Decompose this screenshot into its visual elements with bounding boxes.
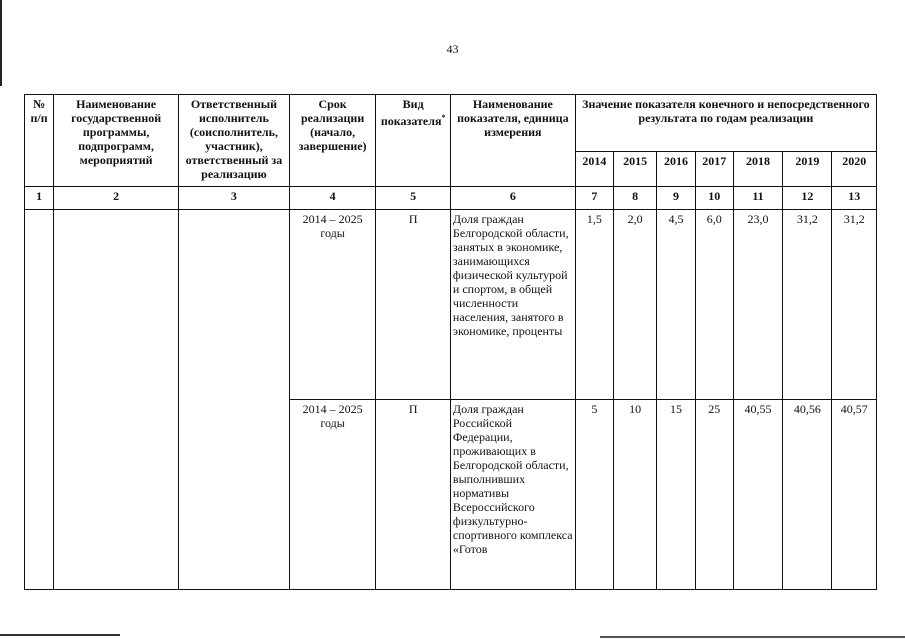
cell-value: 10 [614, 400, 657, 590]
column-number: 10 [695, 187, 733, 210]
cell-value: 5 [575, 400, 613, 590]
column-number: 9 [657, 187, 695, 210]
year-cell: 2018 [733, 152, 782, 187]
column-number: 12 [783, 187, 832, 210]
cell-value: 40,55 [733, 400, 782, 590]
year-cell: 2014 [575, 152, 613, 187]
column-number: 4 [289, 187, 376, 210]
header-executor: Ответственный исполнитель (соисполнитель, участник), ответственный за реализацию [179, 95, 290, 187]
year-cell: 2017 [695, 152, 733, 187]
column-number: 8 [614, 187, 657, 210]
cell-value: 25 [695, 400, 733, 590]
year-cell: 2020 [832, 152, 877, 187]
column-number: 6 [450, 187, 575, 210]
page-number: 43 [446, 42, 459, 56]
column-numbers-row [25, 187, 877, 210]
cell-value: 4,5 [657, 210, 695, 400]
header-row [25, 95, 877, 152]
scan-edge-bottom [0, 634, 120, 636]
cell-value: 31,2 [832, 210, 877, 400]
column-number: 7 [575, 187, 613, 210]
scan-edge-bottom-right [600, 636, 905, 638]
header-kind-footnote-mark: * [441, 113, 446, 122]
cell-program-empty [54, 210, 179, 590]
year-cell: 2019 [783, 152, 832, 187]
column-number: 2 [54, 187, 179, 210]
cell-kind: П [376, 210, 451, 400]
header-values-group: Значение показателя конечного и непосредственного результата по годам реализации [575, 95, 876, 152]
column-number: 11 [733, 187, 782, 210]
header-term: Срок реализации (начало, завершение) [289, 95, 376, 187]
header-kind-label: Вид показателя [380, 97, 442, 128]
header-indicator: Наименование показателя, единица измерения [450, 95, 575, 187]
cell-value: 40,56 [783, 400, 832, 590]
cell-term: 2014 – 2025 годы [289, 210, 376, 400]
header-number: № п/п [25, 95, 54, 187]
column-number: 1 [25, 187, 54, 210]
cell-value: 6,0 [695, 210, 733, 400]
header-program: Наименование государственной программы, подпрограмм, мероприятий [54, 95, 179, 187]
cell-term: 2014 – 2025 годы [289, 400, 376, 590]
table-row [25, 210, 877, 400]
cell-value: 2,0 [614, 210, 657, 400]
column-number: 13 [832, 187, 877, 210]
year-cell: 2015 [614, 152, 657, 187]
cell-value: 23,0 [733, 210, 782, 400]
cell-indicator: Доля граждан Белгородской области, занятых в экономике, занимающихся физической культурой и спортом, в общей численности населения, занятого в экономике, проценты [450, 210, 575, 400]
cell-indicator: Доля граждан Российской Федерации, проживающих в Белгородской области, выполнивших нормативы Всероссийского физкультурно-спортивного комплекса «Готов [450, 400, 575, 590]
cell-executor-empty [179, 210, 290, 590]
cell-value: 40,57 [832, 400, 877, 590]
cell-number-empty [25, 210, 54, 590]
cell-value: 15 [657, 400, 695, 590]
header-kind [376, 95, 451, 187]
column-number: 3 [179, 187, 290, 210]
cell-value: 1,5 [575, 210, 613, 400]
cell-kind: П [376, 400, 451, 590]
indicator-table [24, 94, 877, 590]
cell-value: 31,2 [783, 210, 832, 400]
year-cell: 2016 [657, 152, 695, 187]
column-number: 5 [376, 187, 451, 210]
